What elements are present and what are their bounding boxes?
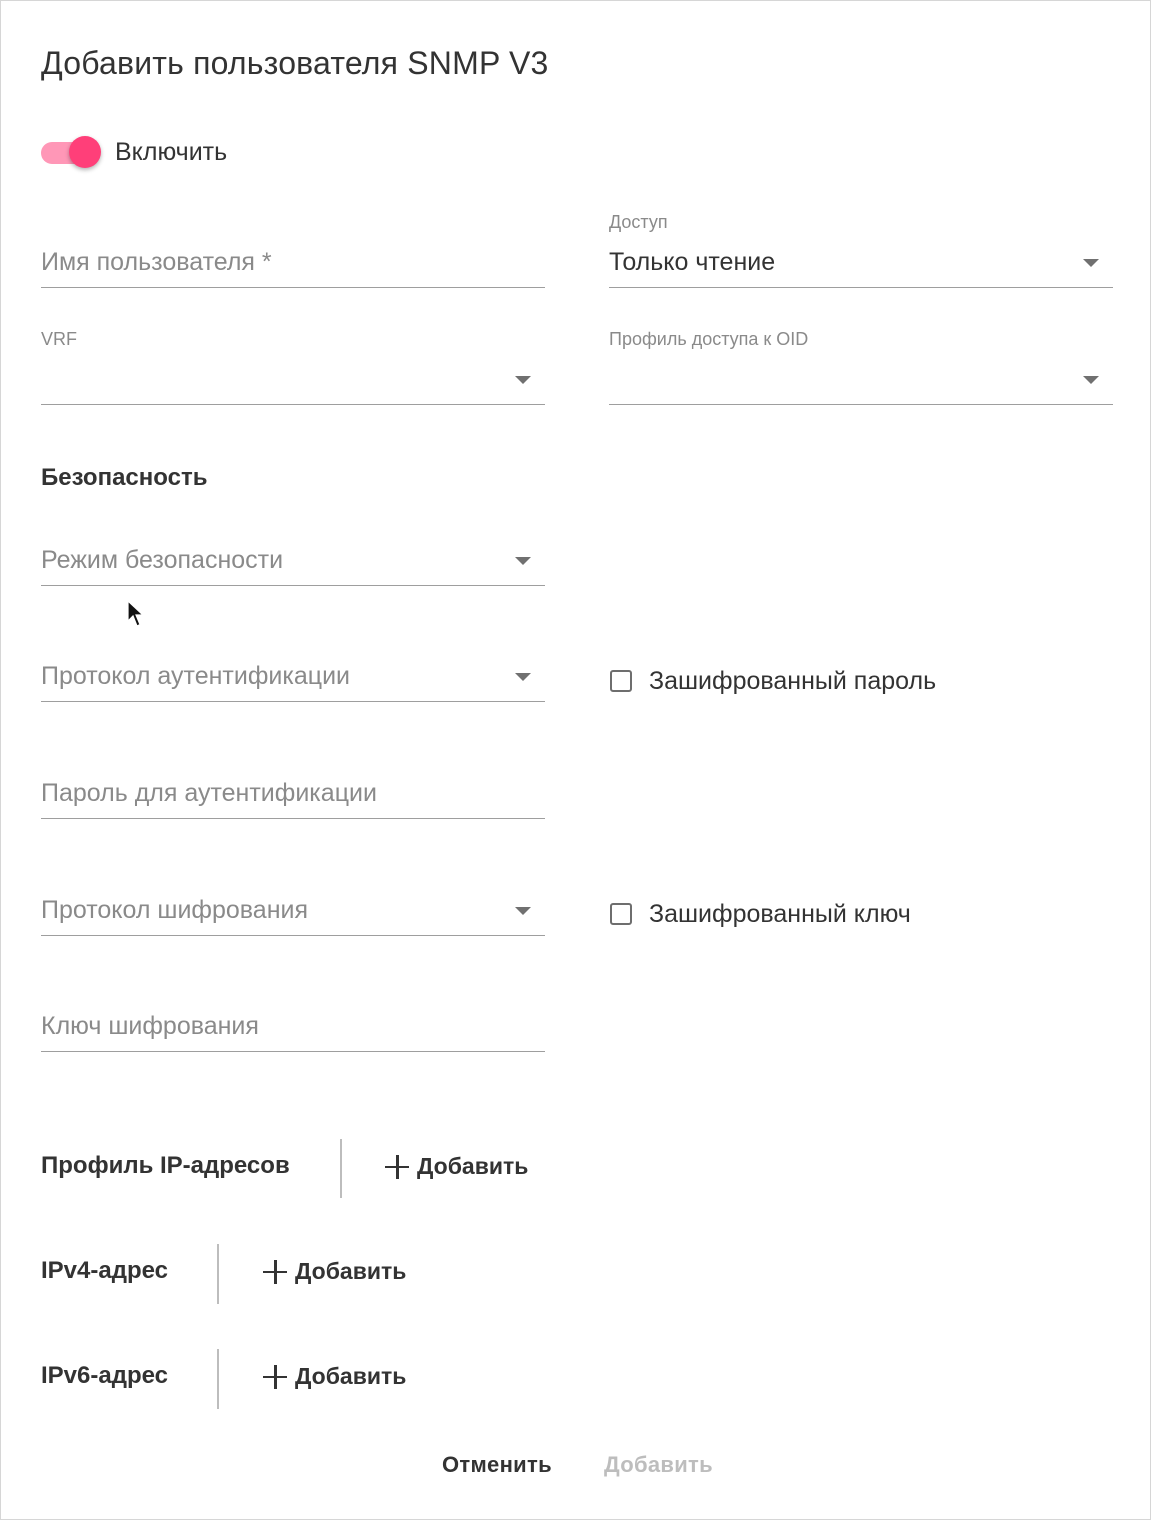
- security-mode-select[interactable]: [41, 535, 545, 586]
- security-mode-placeholder: Режим безопасности: [41, 546, 284, 574]
- cancel-button[interactable]: Отменить: [442, 1452, 552, 1477]
- access-select[interactable]: [609, 237, 1113, 288]
- encrypted-key-checkbox[interactable]: [610, 903, 632, 925]
- add-ipv6-label: Добавить: [295, 1363, 407, 1389]
- ipv4-label: IPv4-адрес: [41, 1257, 168, 1284]
- divider: [217, 1349, 219, 1409]
- priv-protocol-select[interactable]: [41, 884, 545, 936]
- add-ip-profile-button[interactable]: [385, 1153, 528, 1180]
- access-label: Доступ: [609, 212, 668, 232]
- priv-key-placeholder: Ключ шифрования: [41, 1012, 259, 1040]
- priv-key-input[interactable]: [41, 1001, 545, 1052]
- vrf-label: VRF: [41, 329, 77, 349]
- ip-profile-label: Профиль IP-адресов: [41, 1152, 290, 1179]
- add-ipv6-button[interactable]: [263, 1363, 406, 1390]
- add-ipv4-button[interactable]: [263, 1258, 406, 1285]
- plus-icon: [263, 1365, 287, 1389]
- add-ipv4-label: Добавить: [295, 1258, 407, 1284]
- access-value: Только чтение: [609, 248, 776, 276]
- security-heading: Безопасность: [41, 464, 208, 491]
- toggle-thumb: [69, 136, 101, 168]
- divider: [340, 1139, 342, 1198]
- chevron-down-icon: [1083, 259, 1099, 267]
- ipv6-label: IPv6-адрес: [41, 1362, 168, 1389]
- enable-toggle-label: Включить: [115, 138, 228, 166]
- oid-profile-label: Профиль доступа к OID: [609, 329, 809, 349]
- add-ip-profile-label: Добавить: [417, 1153, 529, 1179]
- divider: [217, 1244, 219, 1304]
- encrypted-password-label: Зашифрованный пароль: [649, 667, 937, 695]
- chevron-down-icon: [515, 557, 531, 565]
- chevron-down-icon: [1083, 376, 1099, 384]
- chevron-down-icon: [515, 907, 531, 915]
- chevron-down-icon: [515, 376, 531, 384]
- encrypted-key-label: Зашифрованный ключ: [649, 900, 911, 928]
- username-input[interactable]: [41, 237, 545, 288]
- add-button[interactable]: Добавить: [604, 1452, 713, 1477]
- auth-password-placeholder: Пароль для аутентификации: [41, 779, 377, 807]
- auth-protocol-placeholder: Протокол аутентификации: [41, 662, 350, 690]
- plus-icon: [385, 1155, 409, 1179]
- plus-icon: [263, 1260, 287, 1284]
- encrypted-password-checkbox[interactable]: [610, 670, 632, 692]
- username-placeholder: Имя пользователя *: [41, 248, 272, 276]
- chevron-down-icon: [515, 673, 531, 681]
- priv-protocol-placeholder: Протокол шифрования: [41, 896, 309, 924]
- enable-toggle[interactable]: [41, 136, 103, 170]
- dialog-title: Добавить пользователя SNMP V3: [41, 45, 549, 81]
- vrf-select[interactable]: [41, 353, 545, 405]
- auth-password-input[interactable]: [41, 768, 545, 819]
- auth-protocol-select[interactable]: [41, 651, 545, 702]
- mouse-cursor-icon: [127, 600, 145, 628]
- oid-profile-select[interactable]: [609, 353, 1113, 405]
